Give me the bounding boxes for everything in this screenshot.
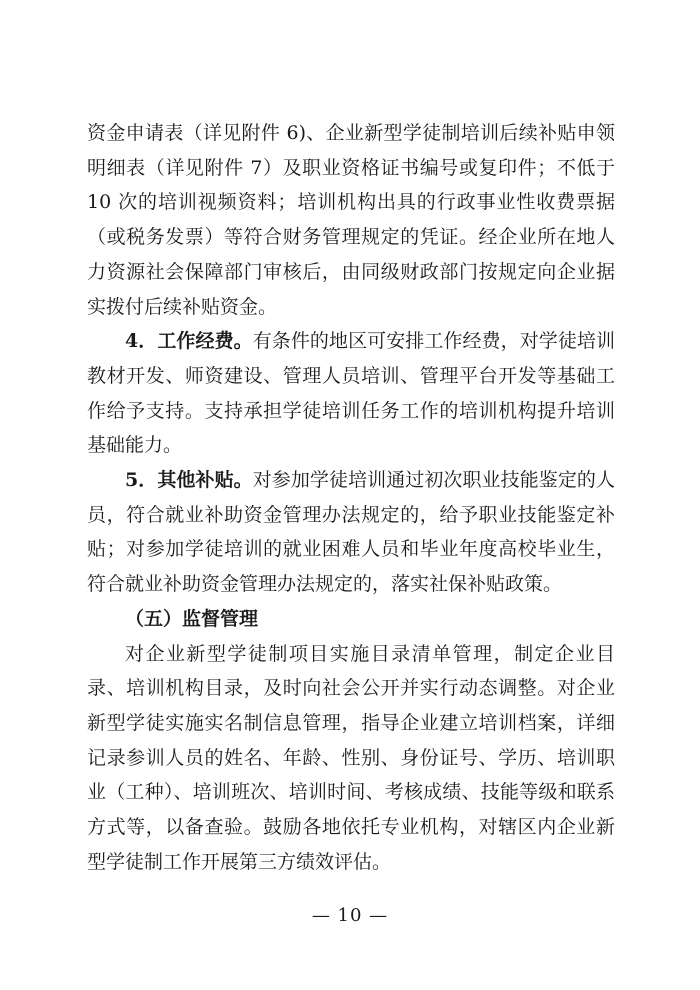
section-heading-supervision: （五）监督管理 xyxy=(125,607,259,630)
paragraph-work-funds xyxy=(87,324,615,463)
paragraph-lead-heading: 5．其他补贴。 xyxy=(125,469,253,492)
page-number: — 10 — xyxy=(311,905,389,926)
paragraph-text: 对企业新型学徒制项目实施目录清单管理，制定企业目录、培训机构目录，及时向社会公开并实行动态调整。对企业新型学徒实施实名制信息管理，指导企业建立培训档案，详细记录参训人员的姓名、年龄、性别、身份证号、学历、培训职业（工种）、培训班次、培训时间、考核成绩、技能等级和联系方式等，以备查验。鼓励各地依托专业机构，对辖区内企业新型学徒制工作开展第三方绩效评估。 xyxy=(87,642,615,873)
paragraph-text: 对参加学徒培训通过初次职业技能鉴定的人员，符合就业补助资金管理办法规定的，给予职业技能鉴定补贴；对参加学徒培训的就业困难人员和毕业年度高校毕业生，符合就业补助资金管理办法规定的，落实社保补贴政策。 xyxy=(87,469,615,596)
paragraph-application-materials xyxy=(87,116,615,324)
paragraph-other-subsidies xyxy=(87,463,615,602)
paragraph-text: 有条件的地区可安排工作经费，对学徒培训教材开发、师资建设、管理人员培训、管理平台开发等基础工作给予支持。支持承担学徒培训任务工作的培训机构提升培训基础能力。 xyxy=(87,330,615,457)
paragraph-lead-heading: 4．工作经费。 xyxy=(125,330,253,353)
page-body xyxy=(87,116,615,879)
paragraph-text: 资金申请表（详见附件 6)、企业新型学徒制培训后续补贴申领明细表（详见附件 7）及职业资格证书编号或复印件；不低于 10 次的培训视频资料；培训机构出具的行政事业性收费票据（或税务发票）等符合财务管理规定的凭证。经企业所在地人力资源社会保障部门审核后，由同级财政部门按规定向企业据实拨付后续补贴资金。 xyxy=(87,122,615,318)
paragraph-supervision-management xyxy=(87,637,615,880)
